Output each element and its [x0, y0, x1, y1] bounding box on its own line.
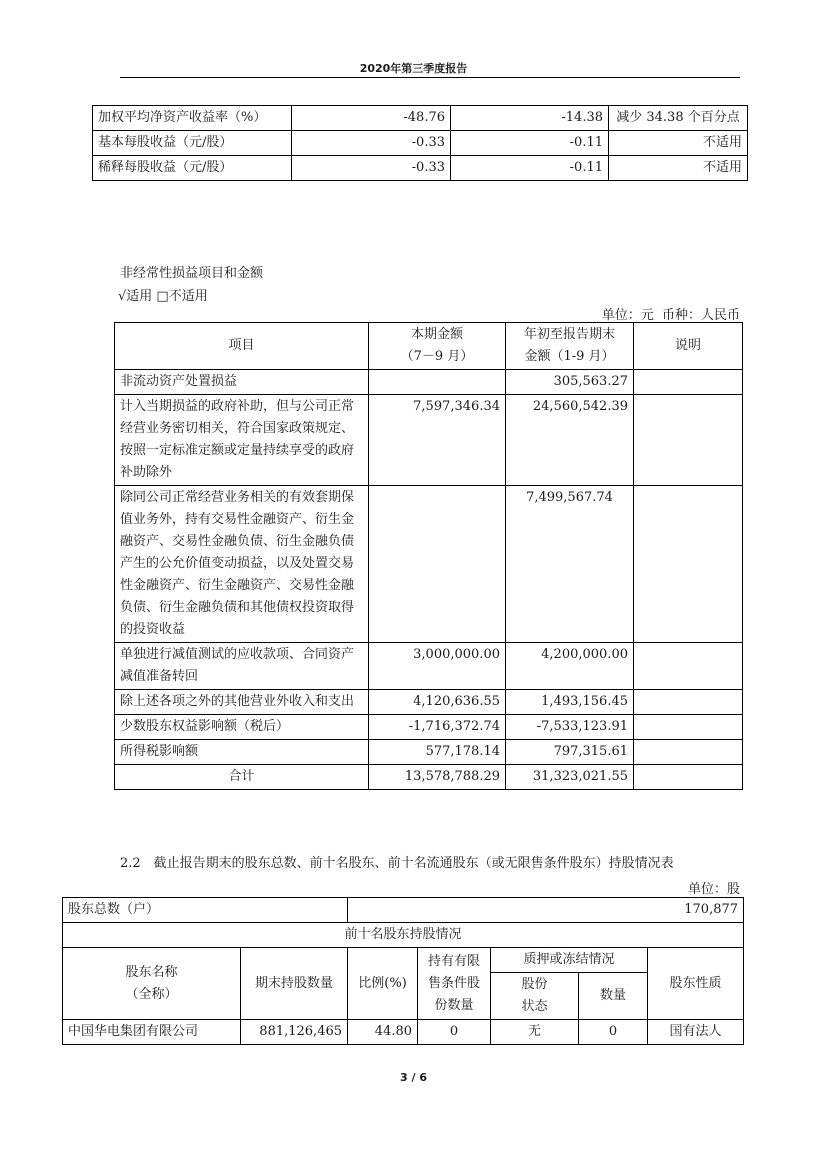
item-cell: 少数股东权益影响额（税后） — [115, 715, 369, 740]
item-cell: 非流动资产处置损益 — [115, 370, 369, 395]
header-pledge-qty: 数量 — [579, 973, 648, 1020]
item-cell: 除上述各项之外的其他营业外收入和支出 — [115, 690, 369, 715]
top10-title: 前十名股东持股情况 — [63, 923, 744, 948]
note-cell — [634, 395, 743, 486]
current-cell — [369, 370, 506, 395]
header-nature: 股东性质 — [648, 948, 744, 1020]
total-current: 13,578,788.29 — [369, 765, 506, 790]
table-row — [115, 486, 743, 643]
item-cell: 计入当期损益的政府补助，但与公司正常经营业务密切相关，符合国家政策规定、按照一定标准定额或定量持续享受的政府补助除外 — [115, 395, 369, 486]
total-ytd: 31,323,021.55 — [506, 765, 634, 790]
prior-value: -14.38 — [451, 106, 609, 131]
shareholder-pledge-status: 无 — [491, 1020, 579, 1045]
prior-value: -0.11 — [451, 131, 609, 156]
header-restricted: 持有有限 售条件股 份数量 — [418, 948, 491, 1020]
current-value: -0.33 — [292, 131, 451, 156]
current-value: -0.33 — [292, 156, 451, 181]
current-value: -48.76 — [292, 106, 451, 131]
change-value: 减少 34.38 个百分点 — [609, 106, 748, 131]
shareholder-shares: 881,126,465 — [241, 1020, 348, 1045]
header-ratio: 比例(%) — [348, 948, 418, 1020]
ytd-cell: 7,499,567.74 — [506, 486, 634, 643]
row-label: 加权平均净资产收益率（%） — [93, 106, 292, 131]
total-shareholders-value: 170,877 — [348, 898, 744, 923]
table-row — [63, 1020, 744, 1045]
table-row — [115, 370, 743, 395]
table-row — [93, 156, 748, 181]
current-cell: 4,120,636.55 — [369, 690, 506, 715]
note-cell — [634, 740, 743, 765]
item-cell: 所得税影响额 — [115, 740, 369, 765]
change-value: 不适用 — [609, 156, 748, 181]
header-rule — [120, 77, 740, 78]
row-label: 基本每股收益（元/股） — [93, 131, 292, 156]
ytd-cell: 1,493,156.45 — [506, 690, 634, 715]
table-row — [115, 715, 743, 740]
prior-value: -0.11 — [451, 156, 609, 181]
current-cell — [369, 486, 506, 643]
nonrecurring-table — [114, 322, 743, 790]
shareholders-unit: 单位：股 — [687, 882, 740, 897]
table-row — [93, 106, 748, 131]
shareholders-table — [62, 897, 744, 1045]
note-cell — [634, 643, 743, 690]
note-cell — [634, 715, 743, 740]
shareholder-pledge-qty: 0 — [579, 1020, 648, 1045]
table-header-row — [63, 948, 744, 973]
current-cell: 577,178.14 — [369, 740, 506, 765]
item-cell: 除同公司正常经营业务相关的有效套期保值业务外，持有交易性金融资产、衍生金融资产、交易性金融负债、衍生金融负债产生的公允价值变动损益，以及处置交易性金融资产、衍生金融资产、交易性金融负债、衍生金融负债和其他债权投资取得的投资收益 — [115, 486, 369, 643]
unit-label: 单位：元 币种：人民币 — [601, 308, 740, 323]
shareholders-section-title: 2.2 截止报告期末的股东总数、前十名股东、前十名流通股东（或无限售条件股东）持股情况表 — [120, 856, 674, 871]
shareholder-name: 中国华电集团有限公司 — [63, 1020, 241, 1045]
header-shareholder-name: 股东名称 （全称） — [63, 948, 241, 1020]
page-number: 3 / 6 — [400, 1071, 427, 1084]
header-note: 说明 — [634, 323, 743, 370]
header-shares: 期末持股数量 — [241, 948, 348, 1020]
total-note — [634, 765, 743, 790]
ytd-cell: 24,560,542.39 — [506, 395, 634, 486]
header-pledge-group: 质押或冻结情况 — [491, 948, 648, 973]
header-current: 本期金额 （7－9 月） — [369, 323, 506, 370]
table-header-row — [115, 323, 743, 370]
shareholder-nature: 国有法人 — [648, 1020, 744, 1045]
note-cell — [634, 370, 743, 395]
note-cell — [634, 690, 743, 715]
current-cell: 7,597,346.34 — [369, 395, 506, 486]
table-row — [115, 395, 743, 486]
header-pledge-status: 股份 状态 — [491, 973, 579, 1020]
current-cell: -1,716,372.74 — [369, 715, 506, 740]
ytd-cell: 797,315.61 — [506, 740, 634, 765]
current-cell: 3,000,000.00 — [369, 643, 506, 690]
item-cell: 单独进行减值测试的应收款项、合同资产减值准备转回 — [115, 643, 369, 690]
table-row — [93, 131, 748, 156]
table-total-row — [115, 765, 743, 790]
table-row — [63, 898, 744, 923]
page-header-title: 2020年第三季度报告 — [359, 62, 468, 75]
change-value: 不适用 — [609, 131, 748, 156]
total-shareholders-label: 股东总数（户） — [63, 898, 348, 923]
table-row — [63, 923, 744, 948]
ytd-cell: -7,533,123.91 — [506, 715, 634, 740]
note-cell — [634, 486, 743, 643]
nonrecurring-title: 非经常性损益项目和金额 — [120, 266, 264, 281]
header-ytd: 年初至报告期末 金额（1-9 月） — [506, 323, 634, 370]
applicability-line: √适用 □不适用 — [118, 289, 208, 304]
table-row — [115, 643, 743, 690]
total-label: 合计 — [115, 765, 369, 790]
ytd-cell: 305,563.27 — [506, 370, 634, 395]
table-row — [115, 690, 743, 715]
table-row — [115, 740, 743, 765]
financial-indicators-table — [92, 105, 748, 181]
shareholder-ratio: 44.80 — [348, 1020, 418, 1045]
header-item: 项目 — [115, 323, 369, 370]
row-label: 稀释每股收益（元/股） — [93, 156, 292, 181]
ytd-cell: 4,200,000.00 — [506, 643, 634, 690]
shareholder-restricted: 0 — [418, 1020, 491, 1045]
